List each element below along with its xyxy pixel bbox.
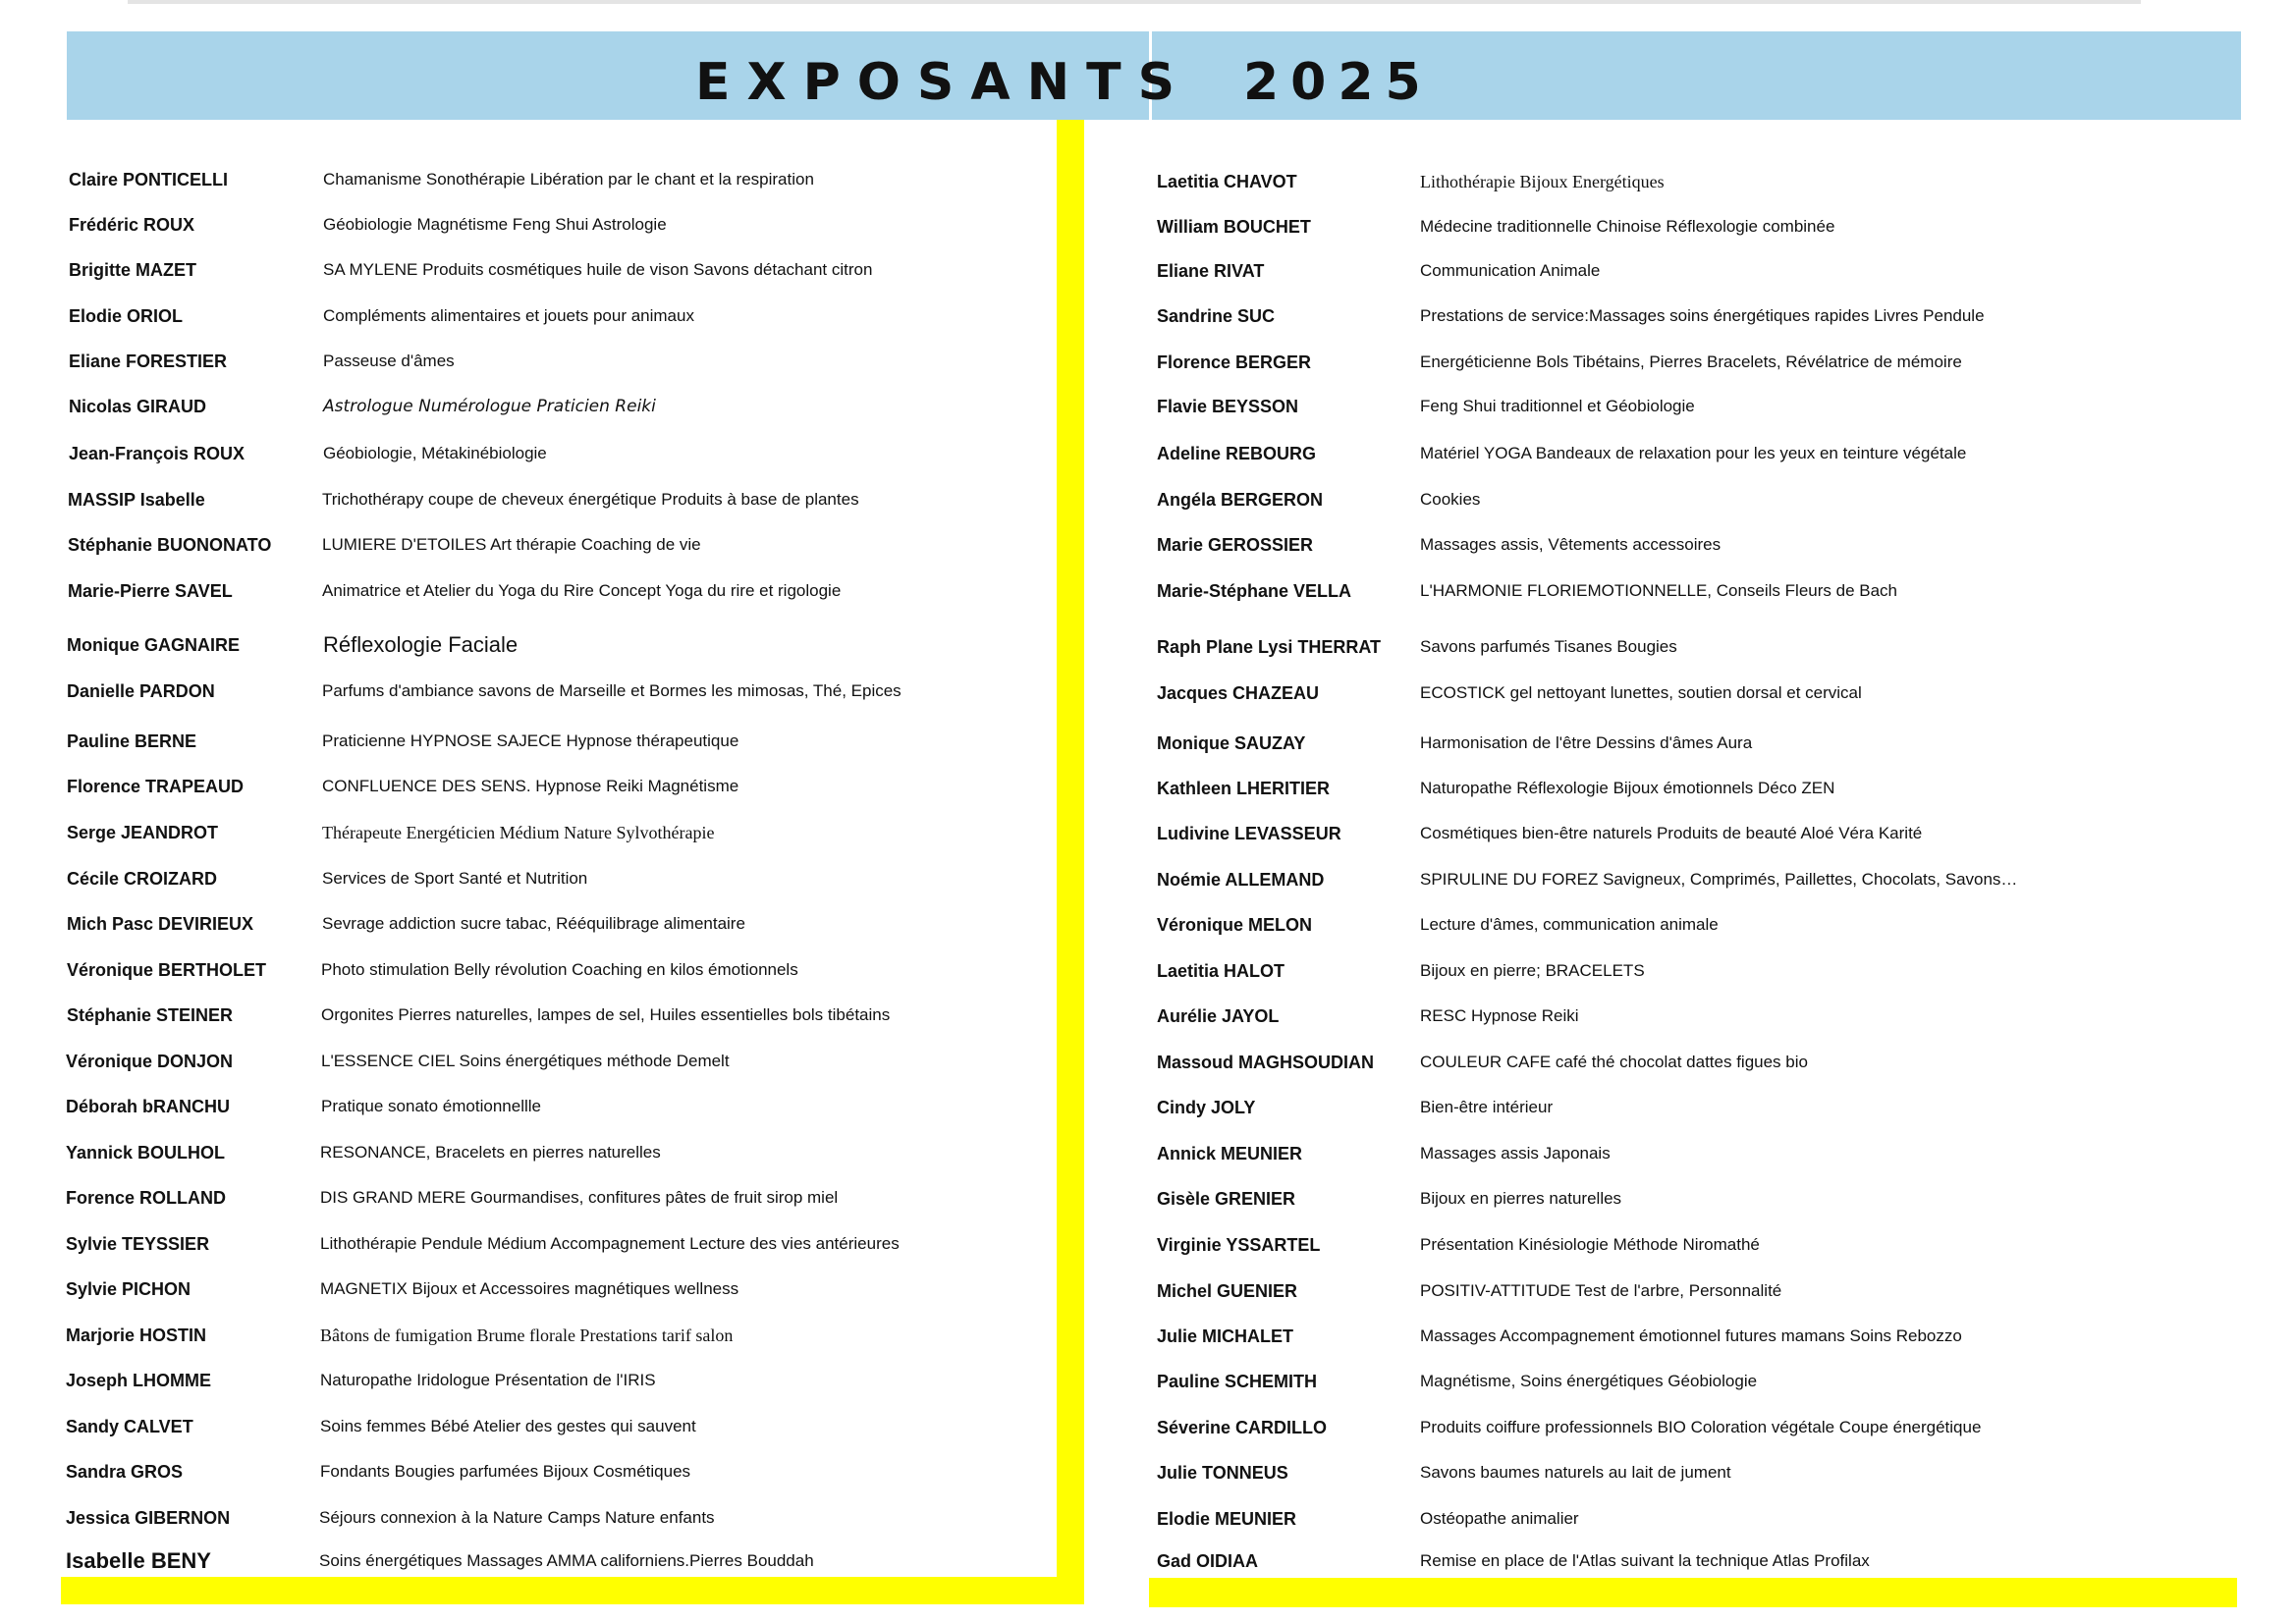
exhibitor-activity: Médecine traditionnelle Chinoise Réflexologie combinée xyxy=(1420,217,1835,236)
exhibitor-activity: Cookies xyxy=(1420,490,1481,509)
exhibitor-name: MASSIP Isabelle xyxy=(68,490,205,510)
exhibitor-name: Jacques CHAZEAU xyxy=(1157,683,1320,703)
exhibitor-name: Raph Plane Lysi THERRAT xyxy=(1157,637,1382,657)
page-year: 2025 xyxy=(1243,53,1433,112)
exhibitor-name: Sandra GROS xyxy=(66,1462,184,1482)
exhibitor-activity: Orgonites Pierres naturelles, lampes de sel, Huiles essentielles bols tibétains xyxy=(321,1005,891,1024)
exhibitor-activity: Bien-être intérieur xyxy=(1420,1098,1554,1116)
exhibitor-activity: Chamanisme Sonothérapie Libération par le chant et la respiration xyxy=(323,170,814,189)
exhibitor-activity: Astrologue Numérologue Praticien Reiki xyxy=(323,397,656,416)
exhibitor-activity: CONFLUENCE DES SENS. Hypnose Reiki Magnétisme xyxy=(322,777,739,795)
exhibitor-activity: Soins énergétiques Massages AMMA californiens.Pierres Bouddah xyxy=(319,1551,814,1570)
exhibitor-name: Joseph LHOMME xyxy=(66,1371,212,1390)
exhibitor-name: Eliane FORESTIER xyxy=(69,352,228,371)
exhibitor-name: Flavie BEYSSON xyxy=(1157,397,1299,416)
exhibitor-name: Gisèle GRENIER xyxy=(1157,1189,1296,1209)
exhibitor-name: Jean-François ROUX xyxy=(69,444,246,463)
exhibitor-activity: Géobiologie Magnétisme Feng Shui Astrologie xyxy=(323,215,667,234)
exhibitor-name: Virginie YSSARTEL xyxy=(1157,1235,1321,1255)
exhibitor-name: Elodie MEUNIER xyxy=(1157,1509,1297,1529)
exhibitor-name: Julie MICHALET xyxy=(1157,1326,1294,1346)
exhibitor-name: Sylvie PICHON xyxy=(66,1279,191,1299)
exhibitor-name: William BOUCHET xyxy=(1157,217,1311,237)
exhibitor-activity: Présentation Kinésiologie Méthode Niromathé xyxy=(1420,1235,1760,1254)
exhibitor-name: Jessica GIBERNON xyxy=(66,1508,231,1528)
exhibitor-name: Kathleen LHERITIER xyxy=(1157,779,1331,798)
exhibitor-name: Julie TONNEUS xyxy=(1157,1463,1288,1483)
page-title: EXPOSANTS xyxy=(695,53,1192,112)
exhibitor-name: Nicolas GIRAUD xyxy=(69,397,207,416)
exhibitor-activity: Harmonisation de l'être Dessins d'âmes Aura xyxy=(1420,733,1753,752)
exhibitor-activity: Feng Shui traditionnel et Géobiologie xyxy=(1420,397,1695,415)
exhibitor-name: Serge JEANDROT xyxy=(67,823,219,842)
top-scan-line xyxy=(128,0,2141,4)
exhibitor-name: Sandrine SUC xyxy=(1157,306,1276,326)
exhibitor-activity: SPIRULINE DU FOREZ Savigneux, Comprimés, Paillettes, Chocolats, Savons… xyxy=(1420,870,2018,889)
exhibitor-name: Angéla BERGERON xyxy=(1157,490,1324,510)
exhibitor-activity: Trichothérapy coupe de cheveux énergétique Produits à base de plantes xyxy=(322,490,859,509)
exhibitor-activity: Séjours connexion à la Nature Camps Nature enfants xyxy=(319,1508,715,1527)
exhibitor-activity: Savons parfumés Tisanes Bougies xyxy=(1420,637,1677,656)
exhibitor-activity: Produits coiffure professionnels BIO Coloration végétale Coupe énergétique xyxy=(1420,1418,1982,1436)
exhibitor-activity: Prestations de service:Massages soins énergétiques rapides Livres Pendule xyxy=(1420,306,1985,325)
exhibitor-name: Yannick BOULHOL xyxy=(66,1143,226,1163)
exhibitor-activity: Praticienne HYPNOSE SAJECE Hypnose thérapeutique xyxy=(322,731,739,750)
exhibitor-activity: Pratique sonato émotionnellle xyxy=(321,1097,541,1115)
exhibitor-activity: COULEUR CAFE café thé chocolat dattes figues bio xyxy=(1420,1053,1808,1071)
exhibitor-activity: RESC Hypnose Reiki xyxy=(1420,1006,1579,1025)
exhibitor-name: Marie-Stéphane VELLA xyxy=(1157,581,1352,601)
exhibitor-name: Laetitia CHAVOT xyxy=(1157,172,1297,191)
exhibitor-activity: Passeuse d'âmes xyxy=(323,352,455,370)
exhibitor-activity: Compléments alimentaires et jouets pour animaux xyxy=(323,306,694,325)
exhibitor-name: Stéphanie BUONONATO xyxy=(68,535,272,555)
exhibitor-activity: Photo stimulation Belly révolution Coaching en kilos émotionnels xyxy=(321,960,798,979)
exhibitor-name: Ludivine LEVASSEUR xyxy=(1157,824,1341,843)
exhibitor-name: Marie-Pierre SAVEL xyxy=(68,581,233,601)
exhibitor-name: Noémie ALLEMAND xyxy=(1157,870,1325,890)
exhibitor-activity: POSITIV-ATTITUDE Test de l'arbre, Personnalité xyxy=(1420,1281,1782,1300)
exhibitor-name: Michel GUENIER xyxy=(1157,1281,1298,1301)
exhibitor-name: Eliane RIVAT xyxy=(1157,261,1265,281)
exhibitor-activity: Massages assis Japonais xyxy=(1420,1144,1611,1163)
exhibitor-name: Sandy CALVET xyxy=(66,1417,193,1436)
yellow-bottom-bar-left xyxy=(61,1577,1082,1604)
exhibitor-activity: Fondants Bougies parfumées Bijoux Cosmétiques xyxy=(320,1462,691,1481)
exhibitor-name: Claire PONTICELLI xyxy=(69,170,229,189)
exhibitor-name: Véronique MELON xyxy=(1157,915,1313,935)
exhibitor-name: Monique SAUZAY xyxy=(1157,733,1306,753)
exhibitor-activity: Bijoux en pierres naturelles xyxy=(1420,1189,1622,1208)
exhibitor-name: Florence TRAPEAUD xyxy=(67,777,245,796)
exhibitor-activity: MAGNETIX Bijoux et Accessoires magnétiques wellness xyxy=(320,1279,739,1298)
exhibitor-name: Gad OIDIAA xyxy=(1157,1551,1259,1571)
exhibitor-activity: L'ESSENCE CIEL Soins énergétiques méthode Demelt xyxy=(321,1052,730,1070)
exhibitor-name: Cindy JOLY xyxy=(1157,1098,1256,1117)
exhibitor-name: Elodie ORIOL xyxy=(69,306,184,326)
exhibitor-name: Isabelle BENY xyxy=(66,1548,211,1573)
exhibitor-name: Adeline REBOURG xyxy=(1157,444,1317,463)
exhibitor-activity: Bijoux en pierre; BRACELETS xyxy=(1420,961,1645,980)
exhibitor-activity: Naturopathe Iridologue Présentation de l'IRIS xyxy=(320,1371,656,1389)
exhibitor-activity: Services de Sport Santé et Nutrition xyxy=(322,869,588,888)
exhibitor-activity: Réflexologie Faciale xyxy=(323,632,519,657)
exhibitor-activity: Massages assis, Vêtements accessoires xyxy=(1420,535,1722,554)
exhibitor-name: Pauline BERNE xyxy=(67,731,197,751)
exhibitor-name: Massoud MAGHSOUDIAN xyxy=(1157,1053,1375,1072)
exhibitor-name: Véronique DONJON xyxy=(66,1052,234,1071)
exhibitor-activity: Bâtons de fumigation Brume florale Prestations tarif salon xyxy=(320,1325,734,1345)
exhibitor-activity: ECOSTICK gel nettoyant lunettes, soutien dorsal et cervical xyxy=(1420,683,1862,702)
exhibitor-name: Danielle PARDON xyxy=(67,681,215,701)
exhibitor-name: Véronique BERTHOLET xyxy=(67,960,267,980)
yellow-vertical-bar xyxy=(1057,120,1084,1604)
exhibitor-activity: Matériel YOGA Bandeaux de relaxation pour les yeux en teinture végétale xyxy=(1420,444,1967,462)
exhibitor-activity: Communication Animale xyxy=(1420,261,1601,280)
exhibitor-activity: Remise en place de l'Atlas suivant la technique Atlas Profilax xyxy=(1420,1551,1870,1570)
exhibitor-activity: SA MYLENE Produits cosmétiques huile de vison Savons détachant citron xyxy=(323,260,873,279)
exhibitor-activity: Energéticienne Bols Tibétains, Pierres Bracelets, Révélatrice de mémoire xyxy=(1420,352,1962,371)
exhibitor-activity: Géobiologie, Métakinébiologie xyxy=(323,444,547,462)
exhibitor-name: Cécile CROIZARD xyxy=(67,869,218,889)
exhibitor-activity: Cosmétiques bien-être naturels Produits de beauté Aloé Véra Karité xyxy=(1420,824,1923,842)
exhibitor-name: Stéphanie STEINER xyxy=(67,1005,234,1025)
exhibitor-name: Mich Pasc DEVIRIEUX xyxy=(67,914,254,934)
exhibitor-name: Monique GAGNAIRE xyxy=(67,635,240,655)
exhibitor-activity: L'HARMONIE FLORIEMOTIONNELLE, Conseils Fleurs de Bach xyxy=(1420,581,1897,600)
exhibitor-name: Annick MEUNIER xyxy=(1157,1144,1303,1163)
exhibitor-activity: Lithothérapie Bijoux Energétiques xyxy=(1420,172,1665,191)
exhibitor-activity: Magnétisme, Soins énergétiques Géobiologie xyxy=(1420,1372,1758,1390)
exhibitor-name: Forence ROLLAND xyxy=(66,1188,227,1208)
exhibitor-activity: RESONANCE, Bracelets en pierres naturelles xyxy=(320,1143,661,1162)
exhibitor-name: Marjorie HOSTIN xyxy=(66,1325,207,1345)
exhibitor-name: Florence BERGER xyxy=(1157,352,1312,372)
exhibitor-name: Frédéric ROUX xyxy=(69,215,195,235)
exhibitor-activity: LUMIERE D'ETOILES Art thérapie Coaching de vie xyxy=(322,535,701,554)
exhibitor-name: Séverine CARDILLO xyxy=(1157,1418,1328,1437)
exhibitor-activity: Lecture d'âmes, communication animale xyxy=(1420,915,1719,934)
exhibitor-activity: Thérapeute Energéticien Médium Nature Sylvothérapie xyxy=(322,823,715,842)
yellow-bottom-bar-right xyxy=(1149,1578,2237,1607)
exhibitor-activity: Naturopathe Réflexologie Bijoux émotionnels Déco ZEN xyxy=(1420,779,1835,797)
exhibitor-name: Déborah bRANCHU xyxy=(66,1097,231,1116)
exhibitor-name: Pauline SCHEMITH xyxy=(1157,1372,1318,1391)
exhibitor-activity: Lithothérapie Pendule Médium Accompagnement Lecture des vies antérieures xyxy=(320,1234,900,1253)
exhibitor-activity: Sevrage addiction sucre tabac, Rééquilibrage alimentaire xyxy=(322,914,745,933)
exhibitor-name: Laetitia HALOT xyxy=(1157,961,1285,981)
exhibitor-name: Aurélie JAYOL xyxy=(1157,1006,1280,1026)
exhibitor-name: Sylvie TEYSSIER xyxy=(66,1234,210,1254)
exhibitor-activity: DIS GRAND MERE Gourmandises, confitures pâtes de fruit sirop miel xyxy=(320,1188,839,1207)
exhibitor-activity: Animatrice et Atelier du Yoga du Rire Concept Yoga du rire et rigologie xyxy=(322,581,842,600)
exhibitor-activity: Soins femmes Bébé Atelier des gestes qui sauvent xyxy=(320,1417,696,1435)
exhibitor-name: Marie GEROSSIER xyxy=(1157,535,1314,555)
exhibitor-activity: Savons baumes naturels au lait de jument xyxy=(1420,1463,1731,1482)
exhibitor-activity: Ostéopathe animalier xyxy=(1420,1509,1579,1528)
exhibitor-activity: Massages Accompagnement émotionnel futures mamans Soins Rebozzo xyxy=(1420,1326,1962,1345)
exhibitor-activity: Parfums d'ambiance savons de Marseille et Bormes les mimosas, Thé, Epices xyxy=(322,681,902,700)
exhibitor-name: Brigitte MAZET xyxy=(69,260,196,280)
